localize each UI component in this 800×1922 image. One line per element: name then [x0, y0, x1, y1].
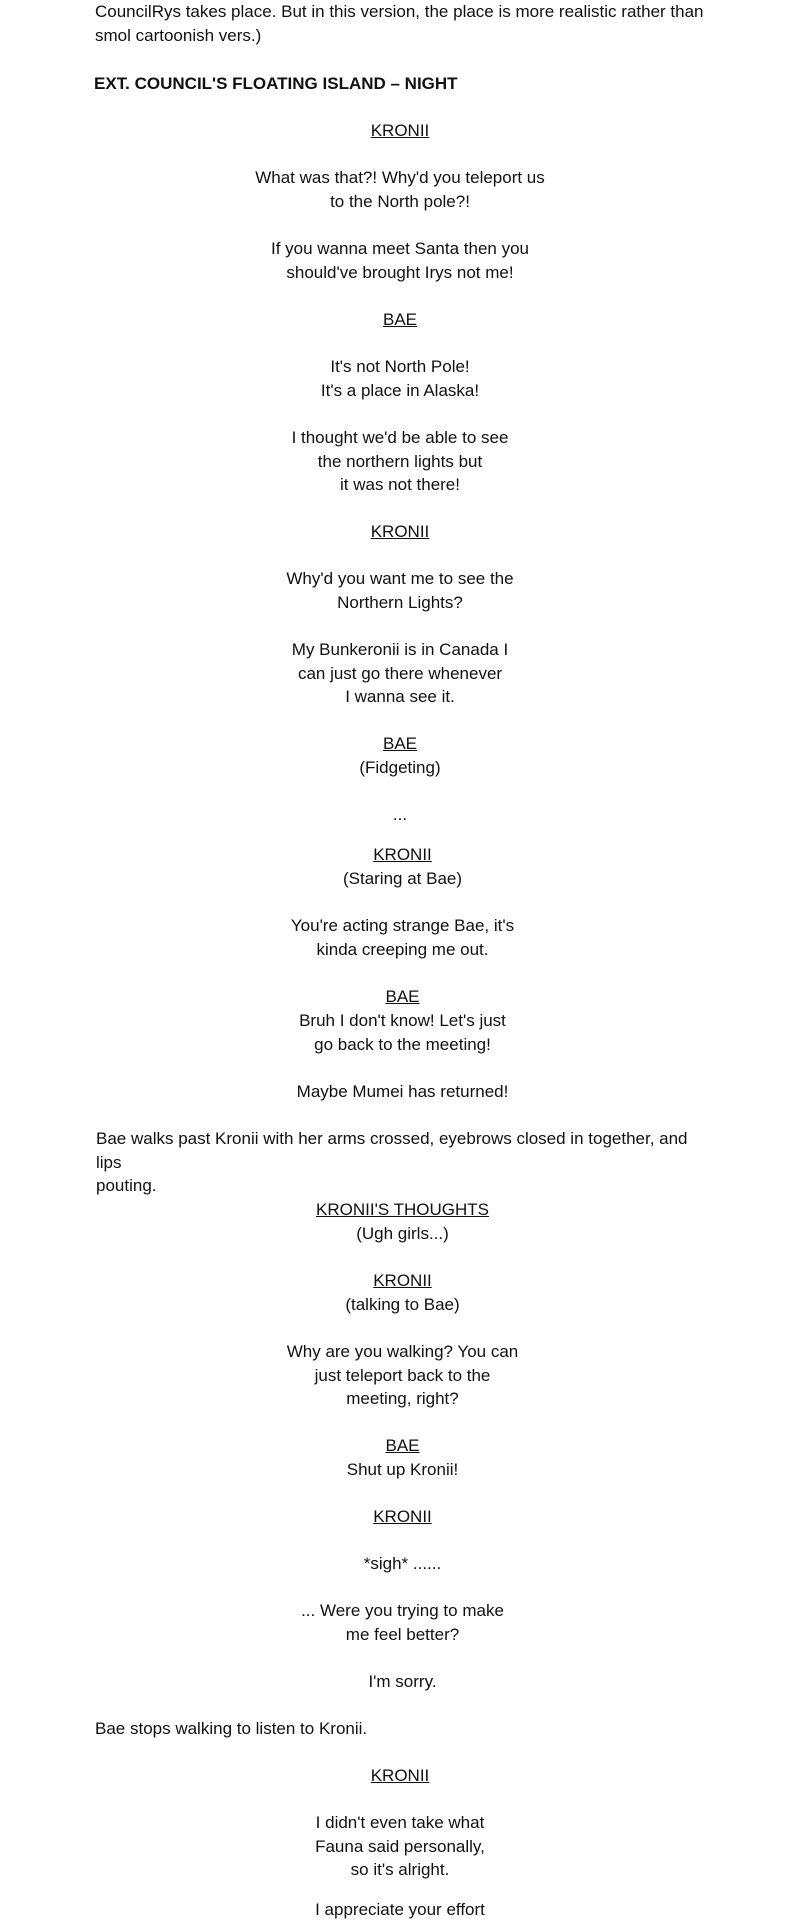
dialogue: Shut up Kronii!	[346, 1460, 459, 1479]
character-cue: KRONII	[373, 1271, 432, 1290]
dialogue: Maybe Mumei has returned!	[296, 1082, 509, 1101]
dialogue: You're acting strange Bae, it's kinda creeping me out.	[290, 916, 515, 959]
character-cue: KRONII	[370, 1766, 430, 1785]
character-cue: KRONII	[370, 522, 430, 541]
dialogue: What was that?! Why'd you teleport us to the North pole?!	[255, 168, 545, 211]
action-line: Bae stops walking to listen to Kronii.	[95, 1719, 368, 1738]
dialogue: I didn't even take what Fauna said personally, so it's alright.	[315, 1813, 485, 1880]
dialogue: My Bunkeronii is in Canada I can just go there whenever I wanna see it.	[291, 640, 509, 707]
character-cue: KRONII	[373, 1507, 432, 1526]
character-cue: KRONII	[373, 845, 432, 864]
dialogue: Why'd you want me to see the Northern Lights?	[286, 569, 514, 612]
character-cue: KRONII	[370, 121, 430, 140]
parenthetical: (talking to Bae)	[345, 1295, 460, 1314]
character-cue: BAE	[385, 987, 420, 1006]
dialogue: I appreciate your effort	[315, 1900, 485, 1919]
character-cue: BAE	[382, 310, 418, 329]
parenthetical: (Ugh girls...)	[356, 1224, 449, 1243]
dialogue: *sigh* ......	[363, 1554, 442, 1573]
parenthetical: (Fidgeting)	[359, 758, 441, 777]
dialogue: If you wanna meet Santa then you should've brought Irys not me!	[270, 239, 529, 282]
character-cue: KRONII'S THOUGHTS	[316, 1200, 489, 1219]
dialogue: ... Were you trying to make me feel better?	[301, 1601, 504, 1644]
action-line: Bae walks past Kronii with her arms crossed, eyebrows closed in together, and lips pouting.	[96, 1129, 688, 1196]
dialogue: It's not North Pole! It's a place in Alaska!	[320, 357, 480, 400]
dialogue: ...	[392, 805, 408, 824]
parenthetical: (Staring at Bae)	[342, 869, 463, 888]
character-cue: BAE	[382, 734, 418, 753]
dialogue: Why are you walking? You can just teleport back to the meeting, right?	[286, 1342, 519, 1409]
dialogue: I thought we'd be able to see the northern lights but it was not there!	[291, 428, 509, 495]
dialogue: Bruh I don't know! Let's just go back to the meeting!	[299, 1011, 506, 1054]
intro-action: CouncilRys takes place. But in this version, the place is more realistic rather than smol cartoonish vers.)	[95, 2, 704, 45]
scene-heading: EXT. COUNCIL'S FLOATING ISLAND – NIGHT	[94, 74, 458, 93]
character-cue: BAE	[385, 1436, 420, 1455]
dialogue: I'm sorry.	[368, 1672, 437, 1691]
